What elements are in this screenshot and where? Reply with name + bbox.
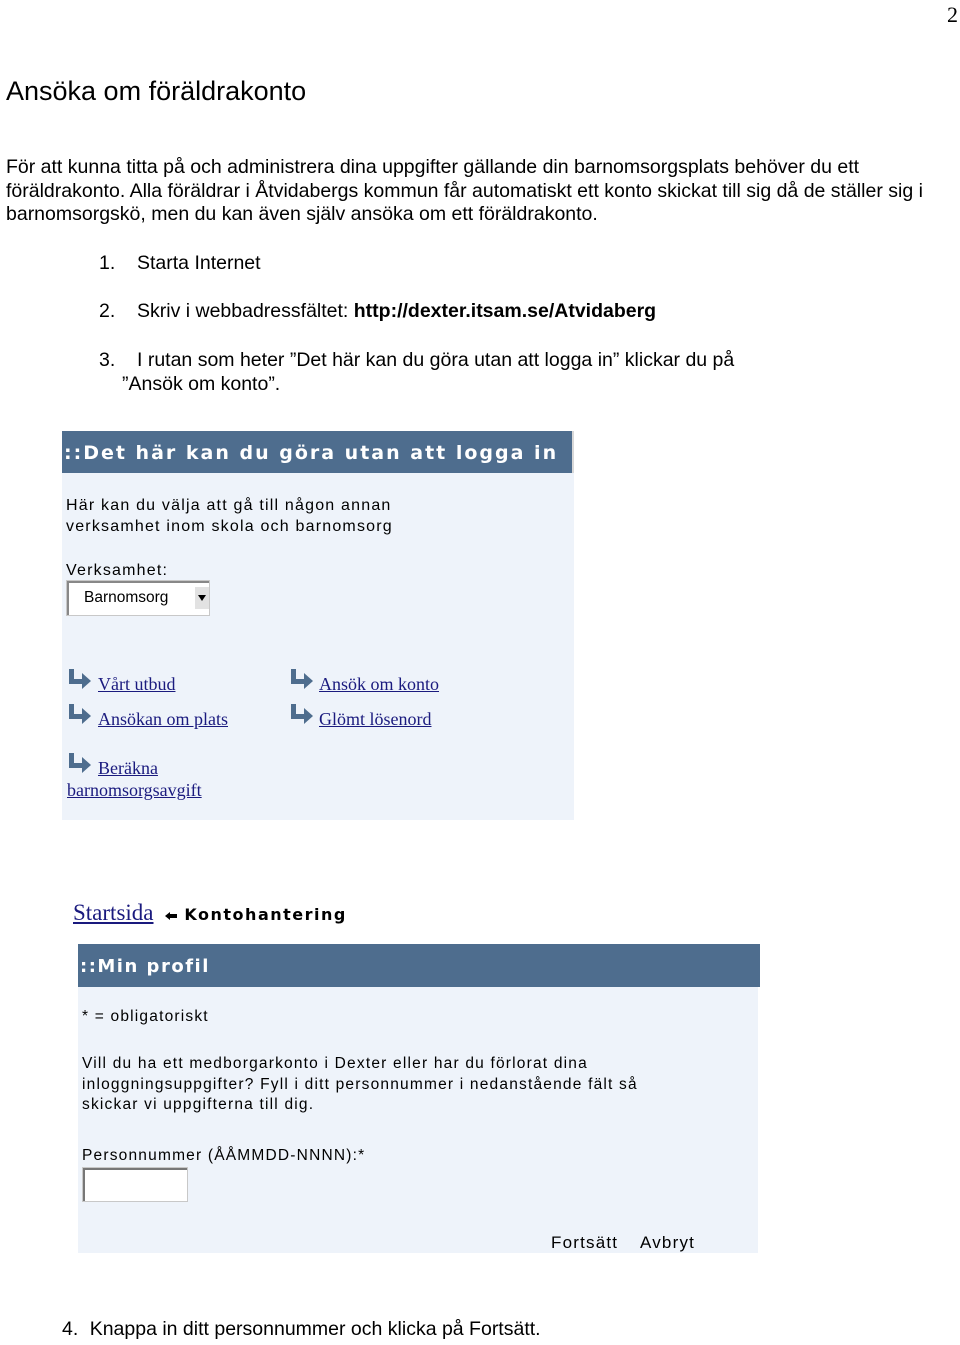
arrow-left-icon (164, 911, 178, 921)
link-glomt-losenord[interactable]: Glömt lösenord (319, 709, 432, 729)
profile-description-line3: skickar vi uppgifterna till dig. (82, 1096, 315, 1113)
no-login-panel (62, 431, 574, 820)
step-text-plain: Skriv i webbadressfältet: (137, 300, 354, 322)
link-ansok-om-konto[interactable]: Ansök om konto (319, 674, 440, 694)
link-ansokan-om-plats[interactable]: Ansökan om plats (98, 709, 228, 729)
page-number: 2 (947, 2, 958, 27)
link-vart-utbud[interactable]: Vårt utbud (98, 674, 176, 694)
panel-header (78, 944, 760, 987)
personnummer-label: Personnummer (ÅÅMMDD-NNNN):* (82, 1147, 366, 1164)
arrow-right-icon (66, 702, 94, 726)
step-text (137, 300, 656, 323)
panel-description (66, 495, 393, 537)
panel-header-title: ::Min profil (80, 956, 210, 977)
profile-description (82, 1054, 638, 1116)
profile-panel (78, 944, 758, 1253)
breadcrumb (73, 900, 347, 926)
personnummer-input[interactable] (82, 1167, 188, 1202)
arrow-right-icon (288, 667, 316, 691)
step-number: 1. (99, 252, 116, 274)
link-barnomsorgsavgift[interactable]: barnomsorgsavgift (67, 780, 202, 800)
panel-description-line2: verksamhet inom skola och barnomsorg (66, 518, 393, 535)
arrow-right-icon (288, 702, 316, 726)
step-text-line2: ”Ansök om konto”. (122, 373, 281, 395)
step-4 (62, 1318, 541, 1341)
arrow-right-icon (66, 667, 94, 691)
profile-description-line2: inloggningsuppgifter? Fyll i ditt personnummer i nedanstående fält så (82, 1075, 638, 1093)
panel-header (62, 431, 574, 473)
panel-header-title: ::Det här kan du göra utan att logga in (64, 442, 559, 464)
intro-paragraph: För att kunna titta på och administrera dina uppgifter gällande din barnomsorgsplats behöver du ett föräldrakonto. Alla föräldrar i Åtvidabergs kommun får automatiskt ett konto skickat till sig då de ställer sig i barnomsorgskö, men du kan även själv ansöka om ett föräldrakonto. (6, 156, 923, 225)
verksamhet-select[interactable] (66, 580, 210, 616)
step-number: 3. (99, 349, 116, 371)
chevron-down-icon[interactable] (195, 587, 209, 609)
step-text-line1: I rutan som heter ”Det här kan du göra utan att logga in” klickar du på (137, 349, 735, 371)
profile-description-line1: Vill du ha ett medborgarkonto i Dexter eller har du förlorat dina (82, 1055, 588, 1072)
required-note: * = obligatoriskt (82, 1008, 209, 1025)
panel-description-line1: Här kan du välja att gå till någon annan (66, 497, 392, 514)
cancel-button[interactable]: Avbryt (640, 1233, 696, 1252)
step-number: 2. (99, 300, 116, 322)
verksamhet-label: Verksamhet: (66, 562, 169, 579)
url-text: http://dexter.itsam.se/Atvidaberg (353, 300, 657, 322)
step-text: Knappa in ditt personnummer och klicka på Fortsätt. (89, 1318, 541, 1340)
continue-button[interactable]: Fortsätt (551, 1233, 619, 1252)
page-title: Ansöka om föräldrakonto (6, 76, 307, 106)
step-number: 4. (62, 1318, 79, 1340)
breadcrumb-current: Kontohantering (184, 905, 347, 924)
step-text: Starta Internet (137, 252, 261, 274)
breadcrumb-home-link[interactable]: Startsida (73, 900, 154, 925)
arrow-right-icon (66, 751, 94, 775)
link-berakna[interactable]: Beräkna (98, 758, 158, 778)
verksamhet-select-value: Barnomsorg (84, 589, 169, 606)
